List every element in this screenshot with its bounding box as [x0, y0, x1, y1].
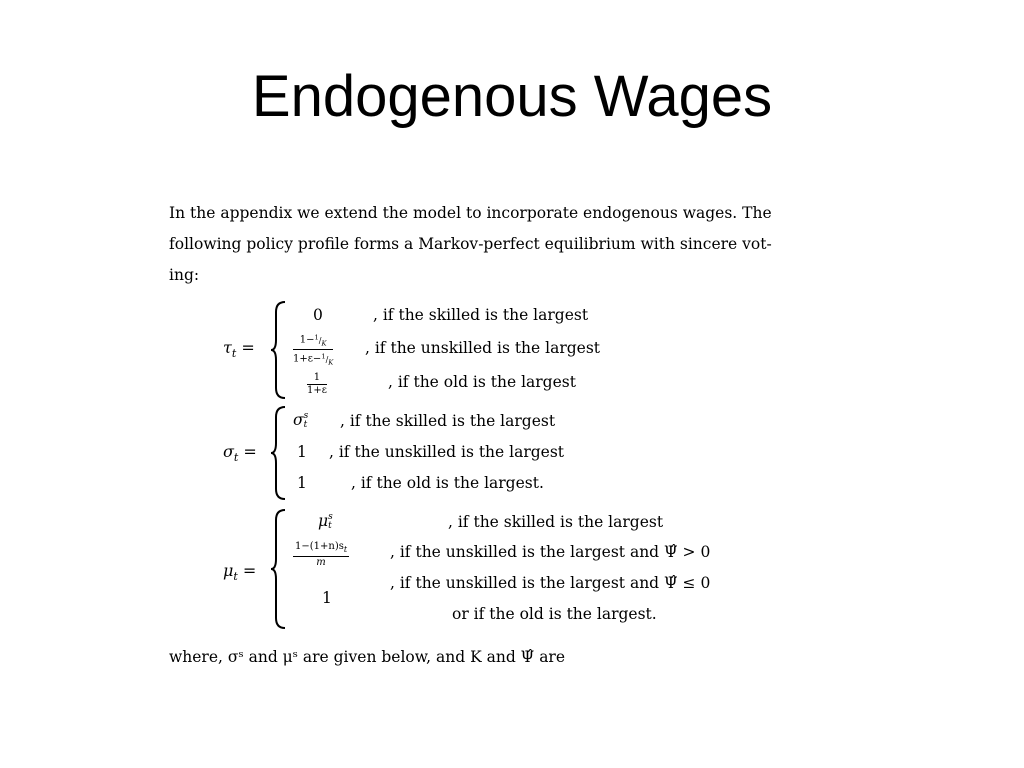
intro-paragraph: [169, 198, 829, 291]
slide-title: Endogenous Wages: [251, 64, 773, 129]
sigma-lhs: $\sigma_t$ =: [223, 442, 257, 465]
mu-case1-condition: , if the skilled is the largest: [448, 513, 664, 531]
intro-line-1: In the appendix we extend the model to incorporate endogenous wages. The: [169, 204, 772, 222]
intro-line-2: following policy profile forms a Markov-perfect equilibrium with sincere vot-: [169, 235, 772, 253]
tau-case3-fraction: [307, 372, 327, 397]
tau-case2-fraction: [293, 331, 333, 369]
sigma-left-brace: [270, 405, 288, 501]
footer-text: where, σˢ and μˢ are given below, and K and Ψ̂ are: [169, 648, 566, 666]
tau-case3-condition: , if the old is the largest: [388, 373, 576, 391]
intro-line-3: ing:: [169, 266, 200, 284]
mu-case3-value: 1: [322, 589, 332, 607]
tau-left-brace: [270, 300, 288, 400]
sigma-case2-condition: , if the unskilled is the largest: [329, 443, 565, 461]
tau-symbol: τ: [223, 338, 232, 357]
mu-case1-value: μ s t: [318, 512, 333, 531]
sigma-case1-value: σ s t: [293, 411, 309, 430]
sigma-case1-condition: , if the skilled is the largest: [340, 412, 556, 430]
mu-lhs: $\mu_t$ =: [223, 561, 257, 584]
tau-case2-denominator: $1+\varepsilon-^1/_K$: [293, 352, 334, 367]
sigma-symbol: σ: [223, 442, 234, 461]
tau-case3-denominator: 1+ε: [307, 385, 327, 396]
tau-subscript: t: [231, 347, 237, 361]
mu-case4-condition: or if the old is the largest.: [452, 605, 657, 623]
sigma-case2-value: 1: [297, 443, 307, 461]
tau-case2-condition: , if the unskilled is the largest: [365, 339, 601, 357]
mu-case3-condition: , if the unskilled is the largest and Ψ̂ ≤ 0: [390, 574, 711, 592]
mu-left-brace: [270, 508, 288, 630]
tau-case3-numerator: 1: [307, 372, 327, 385]
mu-case2-numerator: $1-(1+n)s_t$: [293, 541, 349, 557]
tau-case1-value: 0: [313, 306, 323, 324]
sigma-case3-condition: , if the old is the largest.: [351, 474, 544, 492]
tau-case1-condition: , if the skilled is the largest: [373, 306, 589, 324]
sigma-case3-value: 1: [297, 474, 307, 492]
mu-symbol: μ: [223, 561, 234, 580]
mu-case2-denominator: m: [316, 557, 326, 568]
tau-case2-numerator: $1-^1/_K$: [293, 331, 333, 350]
tau-lhs: $\tau_t$ =: [223, 338, 255, 361]
mu-subscript: t: [233, 570, 238, 584]
mu-case2-condition: , if the unskilled is the largest and Ψ̂ > 0: [390, 543, 711, 561]
sigma-subscript: t: [233, 451, 239, 465]
mu-case2-fraction: [293, 541, 349, 569]
